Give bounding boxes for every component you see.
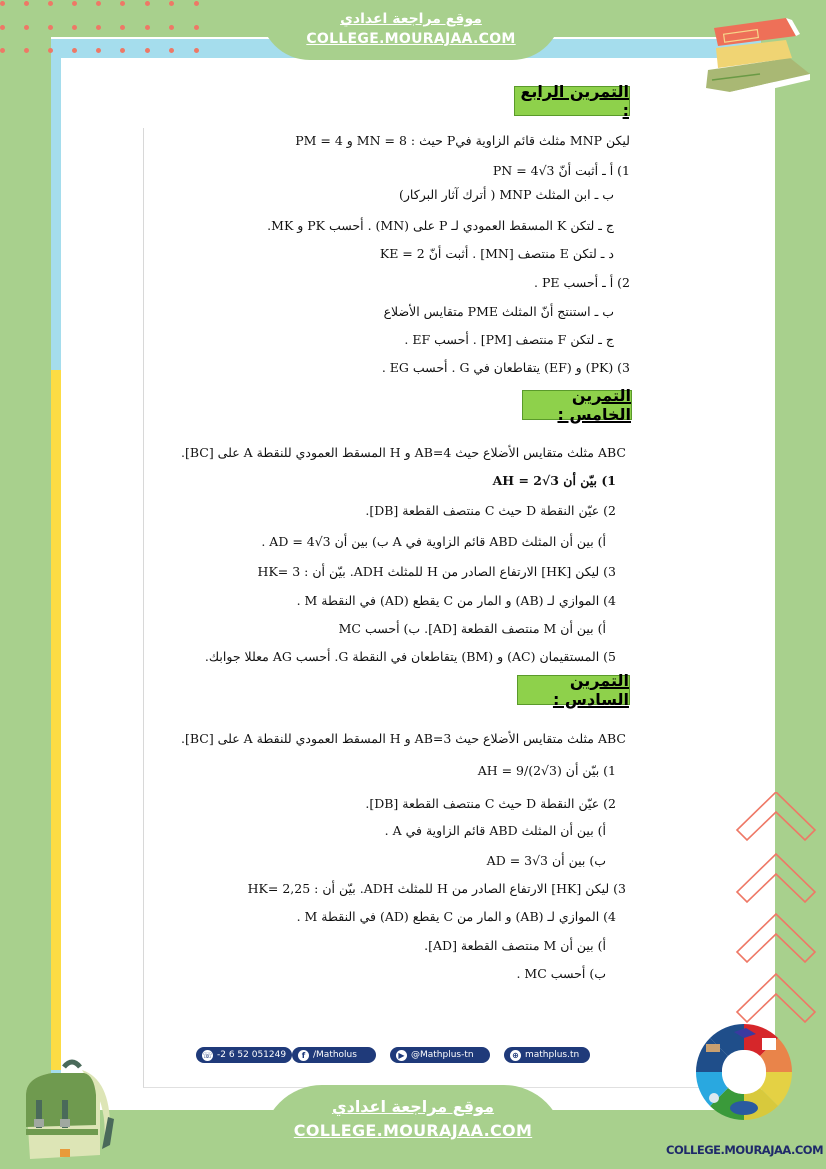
exercise-5-statement: ABC مثلث متقايس الأضلاع حيث AB=4 و H المسقط العمودي للنقطة A على [BC]. [180, 445, 626, 460]
globe-icon: ⊕ [510, 1050, 521, 1061]
exercise-6-q2: 2) عيّن النقطة D حيث C منتصف القطعة [DB]. [365, 796, 616, 811]
whatsapp-link[interactable] [196, 1047, 292, 1063]
exercise-6-q2a: أ) بين أن المثلث ABD قائم الزاوية في A . [384, 823, 606, 838]
exercise-4-q1b: ب ـ ابن المثلث MNP ( أترك آثار البركار) [399, 187, 614, 202]
youtube-icon: ▶ [396, 1050, 407, 1061]
exercise-5-q5: 5) المستقيمان (AC) و (BM) يتقاطعان في النقطة G. أحسب AG معللا جوابك. [204, 649, 616, 664]
dots-decoration [0, 0, 210, 55]
website-url: mathplus.tn [525, 1050, 580, 1060]
exercise-5-q2: 2) عيّن النقطة D حيث C منتصف القطعة [DB]. [365, 503, 616, 518]
exercise-6-q4: 4) الموازي لـ (AB) و المار من C يقطع (AD) في النقطة M . [296, 909, 616, 924]
exercise-6-q1: 1) بيّن أن AH = 9/(2√3) [477, 763, 616, 778]
footer-logo-text[interactable]: COLLEGE.MOURAJAA.COM [666, 1143, 824, 1157]
footer-site-url[interactable]: COLLEGE.MOURAJAA.COM [293, 1121, 533, 1140]
whatsapp-number: -2 6 52 051249 [217, 1050, 287, 1060]
exercise-4-q1d: د ـ لتكن E منتصف [MN] . أثبت أنّ KE = 2 [379, 246, 614, 261]
exercise-5-q4ab: أ) بين أن M منتصف القطعة [AD]. ب) أحسب MC [338, 621, 606, 636]
exercise-6-q3: 3) ليكن [HK] الارتفاع الصادر من H للمثلث ADH. بيّن أن : HK= 2,25 [247, 881, 626, 896]
exercise-5-q1: 1) بيّن أن AH = 2√3 [492, 473, 616, 488]
books-illustration [700, 8, 815, 98]
facebook-link[interactable] [292, 1047, 376, 1063]
exercise-4-q2b: ب ـ استنتج أنّ المثلث PME متقايس الأضلاع [383, 304, 614, 319]
exercise-6-q4b: ب) أحسب MC . [516, 966, 606, 981]
exercise-4-q2a: 2) أ ـ أحسب PE . [534, 275, 630, 290]
exercise-5-title: التمرين الخامس : [522, 390, 632, 420]
youtube-link[interactable] [390, 1047, 490, 1063]
site-url[interactable]: COLLEGE.MOURAJAA.COM [306, 31, 516, 47]
exercise-4-q3: 3) (PK) و (EF) يتقاطعان في G . أحسب EG . [381, 360, 630, 375]
header-banner[interactable] [260, 0, 562, 60]
frame-yellow-left [51, 370, 61, 1070]
youtube-handle: @Mathplus-tn [411, 1050, 474, 1060]
exercise-6-q4a: أ) بين أن M منتصف القطعة [AD]. [424, 938, 606, 953]
exercise-4-title: التمرين الرابع : [514, 86, 630, 116]
footer-banner[interactable] [262, 1085, 564, 1169]
footer-site-name-arabic: موقع مراجعة اعدادي [331, 1097, 495, 1116]
exercise-6-statement: ABC مثلث متقايس الأضلاع حيث AB=3 و H المسقط العمودي للنقطة A على [BC]. [180, 731, 626, 746]
exercise-4-q2c: ج ـ لتكن F منتصف [PM] . أحسب EF . [404, 332, 614, 347]
site-name-arabic: موقع مراجعة اعدادي [340, 11, 482, 27]
exercise-5-q3: 3) ليكن [HK] الارتفاع الصادر من H للمثلث ADH. بيّن أن : HK= 3 [257, 564, 616, 579]
backpack-illustration [12, 1055, 122, 1165]
exercise-5-q4: 4) الموازي لـ (AB) و المار من C يقطع (AD) في النقطة M . [296, 593, 616, 608]
exercise-6-q2b: ب) بين أن AD = 3√3 [486, 853, 606, 868]
education-wheel-logo [694, 1022, 794, 1122]
facebook-handle: /Matholus [313, 1050, 357, 1060]
exercise-4-q1c: ج ـ لتكن K المسقط العمودي لـ P على (MN) . أحسب PK و MK. [267, 218, 614, 233]
exercise-4-q1a: 1) أ ـ أثبت أنّ PN = 4√3 [492, 163, 630, 178]
whatsapp-icon: ☏ [202, 1050, 213, 1060]
exercise-5-q2ab: أ) بين أن المثلث ABD قائم الزاوية في A ب) بين أن AD = 4√3 . [261, 534, 606, 549]
facebook-icon: f [298, 1050, 309, 1061]
exercise-4-statement: ليكن MNP مثلث قائم الزاوية فيP حيث : MN = 8 و PM = 4 [295, 133, 630, 148]
exercise-6-title: التمرين السادس : [517, 675, 630, 705]
chevrons-decoration [735, 792, 817, 1042]
website-link[interactable] [504, 1047, 590, 1063]
